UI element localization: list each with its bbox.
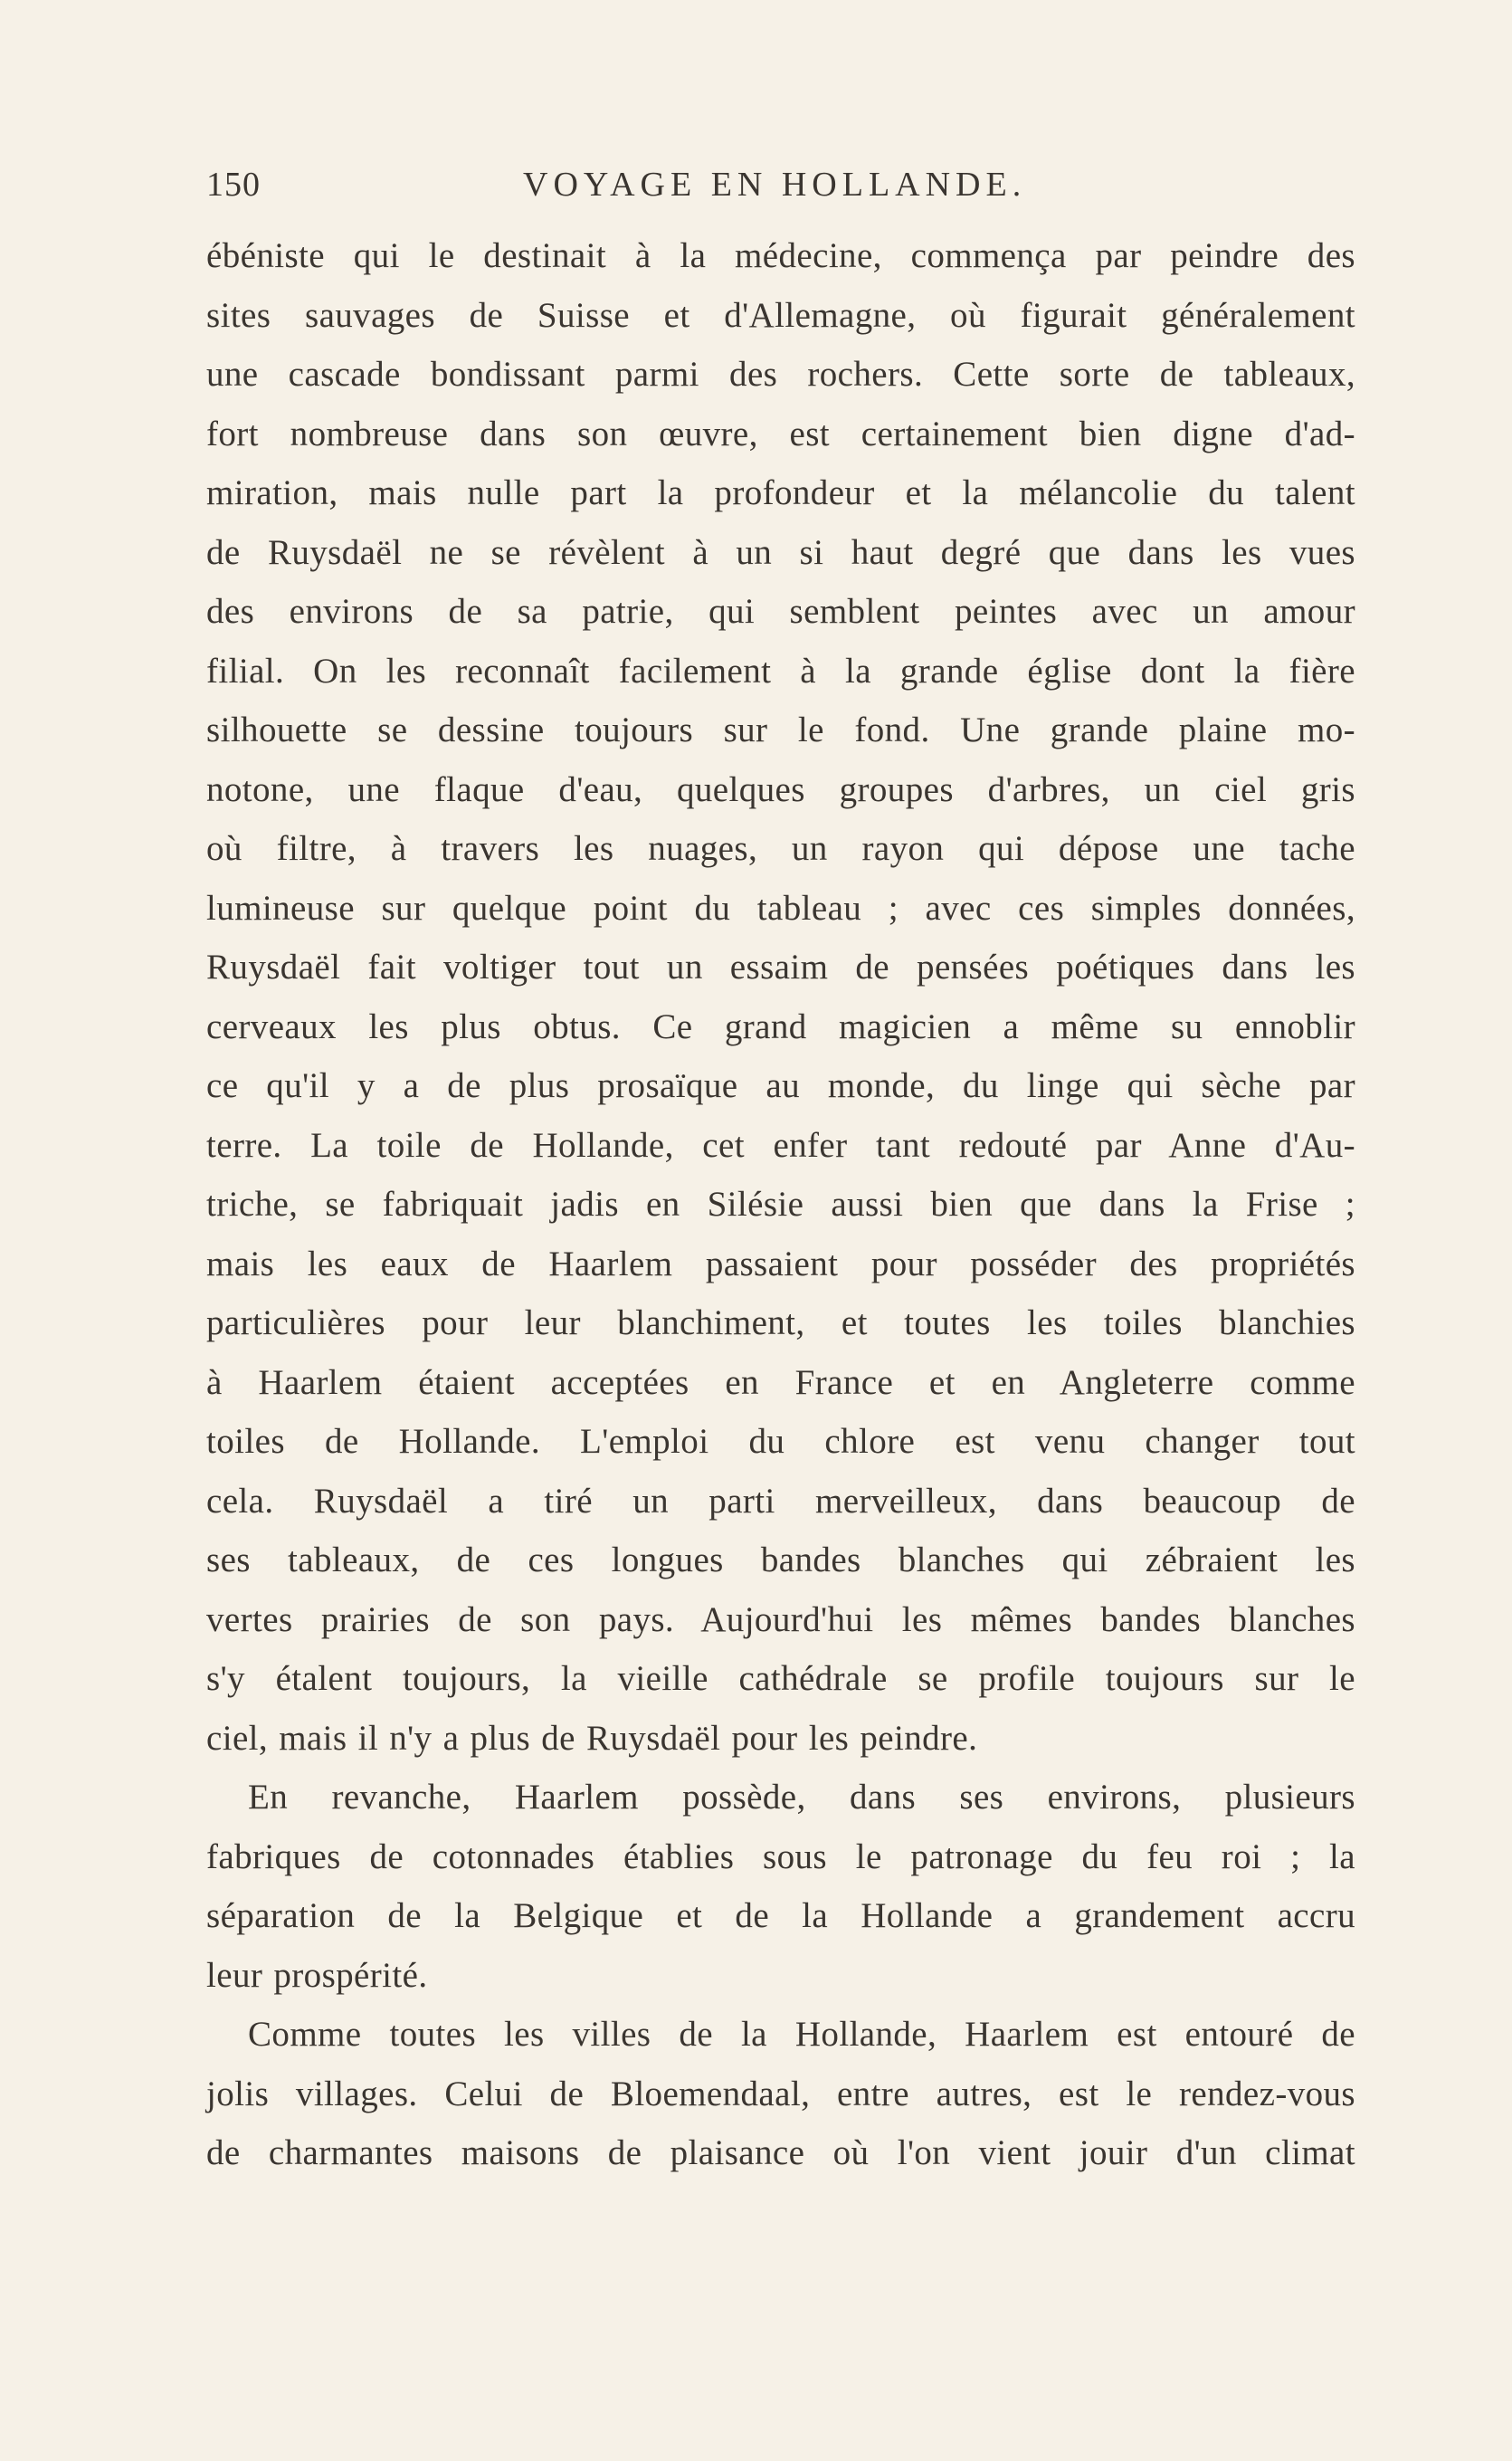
text-line: lumineuse sur quelque point du tableau ; avec ces simples données, bbox=[206, 888, 1355, 928]
text-line: toiles de Hollande. L'emploi du chlore est venu changer tout bbox=[206, 1422, 1355, 1461]
text-line: séparation de la Belgique et de la Hollande a grandement accru bbox=[206, 1896, 1355, 1935]
text-line: à Haarlem étaient acceptées en France et en Angleterre comme bbox=[206, 1362, 1355, 1402]
text-line: particulières pour leur blanchiment, et toutes les toiles blanchies bbox=[206, 1303, 1355, 1342]
paragraph-3 bbox=[206, 2005, 1355, 2183]
text-line: sites sauvages de Suisse et d'Allemagne, où figurait généralement bbox=[206, 295, 1355, 335]
text-line: une cascade bondissant parmi des rochers. Cette sorte de tableaux, bbox=[206, 355, 1355, 394]
text-line: triche, se fabriquait jadis en Silésie aussi bien que dans la Frise ; bbox=[206, 1185, 1355, 1224]
paragraph-1 bbox=[206, 226, 1355, 1768]
text-line: terre. La toile de Hollande, cet enfer tant redouté par Anne d'Au- bbox=[206, 1125, 1355, 1165]
text-line: cerveaux les plus obtus. Ce grand magicien a même su ennoblir bbox=[206, 1006, 1355, 1046]
text-line: où filtre, à travers les nuages, un rayon qui dépose une tache bbox=[206, 829, 1355, 868]
page-number: 150 bbox=[206, 166, 261, 204]
text-line: fort nombreuse dans son œuvre, est certainement bien digne d'ad- bbox=[206, 414, 1355, 453]
text-line: vertes prairies de son pays. Aujourd'hui les mêmes bandes blanches bbox=[206, 1599, 1355, 1639]
text-line: ciel, mais il n'y a plus de Ruysdaël pour les peindre. bbox=[206, 1718, 978, 1758]
text-line: de Ruysdaël ne se révèlent à un si haut degré que dans les vues bbox=[206, 532, 1355, 572]
text-line: miration, mais nulle part la profondeur et la mélancolie du talent bbox=[206, 473, 1355, 512]
text-line: s'y étalent toujours, la vieille cathédrale se profile toujours sur le bbox=[206, 1659, 1355, 1698]
text-line: Comme toutes les villes de la Hollande, Haarlem est entouré de bbox=[248, 2015, 1355, 2054]
text-line: ce qu'il y a de plus prosaïque au monde, du linge qui sèche par bbox=[206, 1066, 1355, 1105]
text-line: En revanche, Haarlem possède, dans ses environs, plusieurs bbox=[248, 1778, 1355, 1817]
text-line: de charmantes maisons de plaisance où l'on vient jouir d'un climat bbox=[206, 2133, 1355, 2172]
page-header bbox=[206, 165, 1355, 219]
text-line: fabriques de cotonnades établies sous le patronage du feu roi ; la bbox=[206, 1836, 1355, 1876]
text-line: silhouette se dessine toujours sur le fond. Une grande plaine mo- bbox=[206, 711, 1355, 749]
text-line: ses tableaux, de ces longues bandes blanches qui zébraient les bbox=[206, 1541, 1355, 1579]
text-line: filial. On les reconnaît facilement à la grande église dont la fière bbox=[206, 651, 1355, 691]
paragraph-2 bbox=[206, 1768, 1355, 2005]
text-line: leur prospérité. bbox=[206, 1955, 428, 1995]
text-line: jolis villages. Celui de Bloemendaal, entre autres, est le rendez-vous bbox=[206, 2074, 1355, 2113]
text-line: notone, une flaque d'eau, quelques groupes d'arbres, un ciel gris bbox=[206, 769, 1355, 809]
text-line: cela. Ruysdaël a tiré un parti merveilleux, dans beaucoup de bbox=[206, 1481, 1355, 1521]
text-line: mais les eaux de Haarlem passaient pour posséder des propriétés bbox=[206, 1244, 1355, 1283]
text-line: des environs de sa patrie, qui semblent peintes avec un amour bbox=[206, 592, 1355, 631]
text-line: Ruysdaël fait voltiger tout un essaim de pensées poétiques dans les bbox=[206, 948, 1355, 987]
body-text bbox=[206, 226, 1355, 2183]
running-title: VOYAGE EN HOLLANDE. bbox=[523, 166, 1027, 204]
text-line: ébéniste qui le destinait à la médecine, commença par peindre des bbox=[206, 236, 1355, 275]
